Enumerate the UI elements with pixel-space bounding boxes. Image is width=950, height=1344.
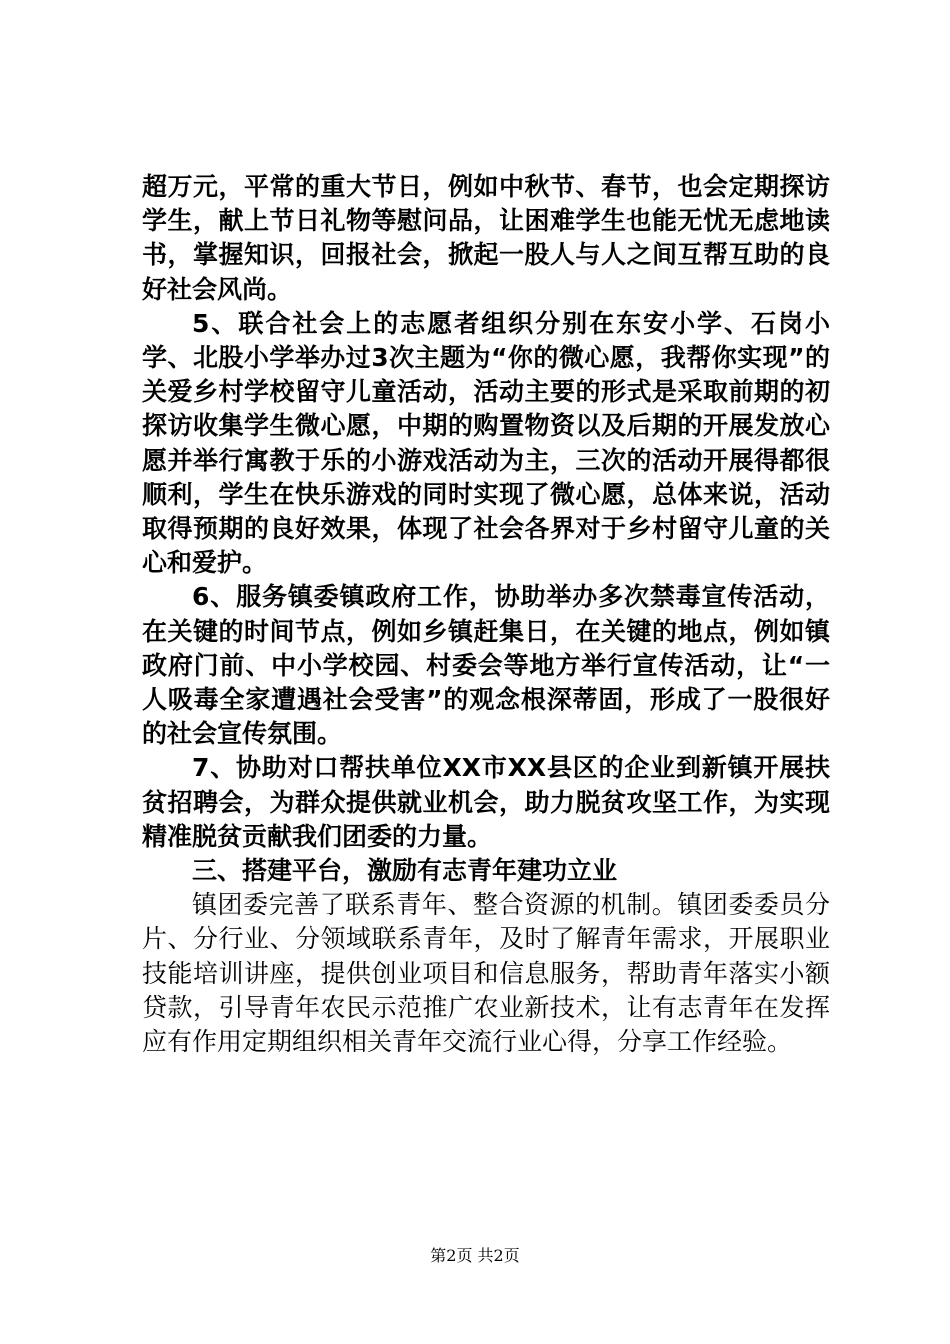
- page-number-footer: 第2页 共2页: [430, 1246, 520, 1265]
- document-body: [142, 170, 830, 1059]
- paragraph-section-body: 镇团委完善了联系青年、整合资源的机制。镇团委委员分片、分行业、分领域联系青年，及时了解青年需求，开展职业技能培训讲座，提供创业项目和信息服务，帮助青年落实小额贷款，引导青年农民示范推广农业新技术，让有志青年在发挥应有作用定期组织相关青年交流行业心得，分享工作经验。: [142, 890, 830, 1057]
- paragraph-item-5: 5、联合社会上的志愿者组织分别在东安小学、石岗小学、北股小学举办过3次主题为“你的微心愿，我帮你实现”的关爱乡村学校留守儿童活动，活动主要的形式是采取前期的初探访收集学生微心愿，中期的购置物资以及后期的开展发放心愿并举行寓教于乐的小游戏活动为主，三次的活动开展得都很顺利，学生在快乐游戏的同时实现了微心愿，总体来说，活动取得预期的良好效果，体现了社会各界对于乡村留守儿童的关心和爱护。: [142, 308, 830, 578]
- paragraph-item-6: 6、服务镇委镇政府工作，协助举办多次禁毒宣传活动，在关键的时间节点，例如乡镇赶集日，在关键的地点，例如镇政府门前、中小学校园、村委会等地方举行宣传活动，让“一人吸毒全家遭遇社会受害”的观念根深蒂固，形成了一股很好的社会宣传氛围。: [142, 582, 830, 749]
- paragraph-continuation: 超万元，平常的重大节日，例如中秋节、春节，也会定期探访学生，献上节日礼物等慰问品，让困难学生也能无忧无虑地读书，掌握知识，回报社会，掀起一股人与人之间互帮互助的良好社会风尚。: [142, 172, 830, 304]
- section-heading: 三、搭建平台，激励有志青年建功立业: [192, 856, 618, 886]
- paragraph-item-7: 7、协助对口帮扶单位XX市XX县区的企业到新镇开展扶贫招聘会，为群众提供就业机会，助力脱贫攻坚工作，为实现精准脱贫贡献我们团委的力量。: [142, 753, 830, 851]
